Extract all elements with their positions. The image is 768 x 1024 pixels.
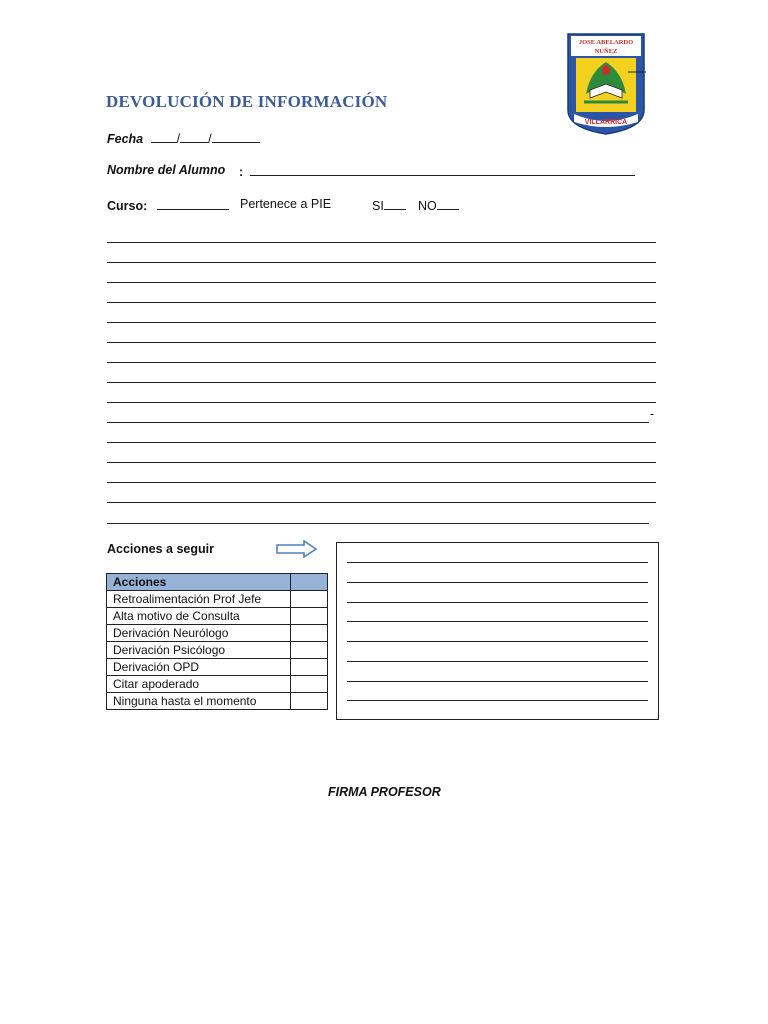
svg-text:NUÑEZ: NUÑEZ [594, 48, 618, 55]
school-crest-logo [566, 32, 646, 136]
signature-label: FIRMA PROFESOR [328, 785, 441, 799]
action-label: Ninguna hasta el momento [107, 693, 291, 710]
actions-table-header [107, 574, 328, 591]
table-row [107, 659, 328, 676]
no-label: NO [418, 199, 437, 213]
writing-line[interactable] [107, 342, 656, 343]
pie-label: Pertenece a PIE [240, 197, 332, 211]
note-line[interactable] [347, 641, 648, 642]
nombre-separator: : [239, 165, 244, 179]
curso-label: Curso: [107, 199, 148, 213]
writing-line[interactable] [107, 282, 656, 283]
action-check-cell[interactable] [291, 608, 328, 625]
pie-no-row [418, 197, 459, 213]
action-check-cell[interactable] [291, 693, 328, 710]
si-label: SI [372, 199, 384, 213]
writing-line[interactable] [107, 442, 656, 443]
table-row [107, 642, 328, 659]
nombre-row [107, 163, 225, 177]
writing-line[interactable] [107, 462, 656, 463]
svg-text:VILLARRICA: VILLARRICA [584, 119, 628, 126]
note-line[interactable] [347, 602, 648, 603]
writing-line[interactable] [107, 362, 656, 363]
curso-row [107, 197, 229, 213]
fecha-day-field[interactable] [151, 130, 177, 143]
acciones-seguir-label: Acciones a seguir [107, 542, 214, 556]
arrow-right-icon [276, 540, 318, 558]
note-line[interactable] [347, 700, 648, 701]
pie-si-row [372, 197, 406, 213]
nombre-field[interactable] [250, 163, 635, 176]
writing-line[interactable] [107, 262, 656, 263]
action-check-cell[interactable] [291, 676, 328, 693]
fecha-label: Fecha [107, 132, 144, 146]
actions-table [106, 573, 328, 710]
note-line[interactable] [347, 681, 648, 682]
action-check-cell[interactable] [291, 591, 328, 608]
no-field[interactable] [437, 197, 459, 210]
writing-line[interactable] [107, 382, 656, 383]
writing-line[interactable] [107, 482, 656, 483]
fecha-row: Fecha / / [107, 130, 260, 146]
nombre-label: Nombre del Alumno [107, 163, 226, 177]
notes-box[interactable] [336, 542, 659, 720]
action-label: Derivación Psicólogo [107, 642, 291, 659]
page-title: DEVOLUCIÓN DE INFORMACIÓN [106, 92, 388, 111]
writing-line[interactable] [107, 242, 656, 243]
si-field[interactable] [384, 197, 406, 210]
dash-mark: - [650, 407, 655, 421]
actions-header-check [291, 574, 328, 591]
writing-line[interactable] [107, 422, 649, 423]
table-row [107, 591, 328, 608]
fecha-month-field[interactable] [180, 130, 208, 143]
nombre-field-row [239, 163, 635, 179]
svg-text:JOSE ABELARDO: JOSE ABELARDO [578, 39, 634, 46]
writing-line[interactable] [107, 322, 656, 323]
action-label: Alta motivo de Consulta [107, 608, 291, 625]
action-check-cell[interactable] [291, 642, 328, 659]
actions-header-label: Acciones [107, 574, 291, 591]
note-line[interactable] [347, 582, 648, 583]
writing-line[interactable] [107, 302, 656, 303]
curso-field[interactable] [157, 197, 229, 210]
table-row [107, 625, 328, 642]
table-row [107, 676, 328, 693]
table-row [107, 693, 328, 710]
fecha-year-field[interactable] [212, 130, 260, 143]
note-line[interactable] [347, 562, 648, 563]
action-label: Derivación OPD [107, 659, 291, 676]
action-check-cell[interactable] [291, 659, 328, 676]
action-label: Derivación Neurólogo [107, 625, 291, 642]
action-label: Retroalimentación Prof Jefe [107, 591, 291, 608]
action-check-cell[interactable] [291, 625, 328, 642]
action-label: Citar apoderado [107, 676, 291, 693]
note-line[interactable] [347, 661, 648, 662]
writing-line[interactable] [107, 402, 656, 403]
writing-line[interactable] [107, 523, 649, 524]
writing-line[interactable] [107, 502, 656, 503]
note-line[interactable] [347, 621, 648, 622]
table-row [107, 608, 328, 625]
